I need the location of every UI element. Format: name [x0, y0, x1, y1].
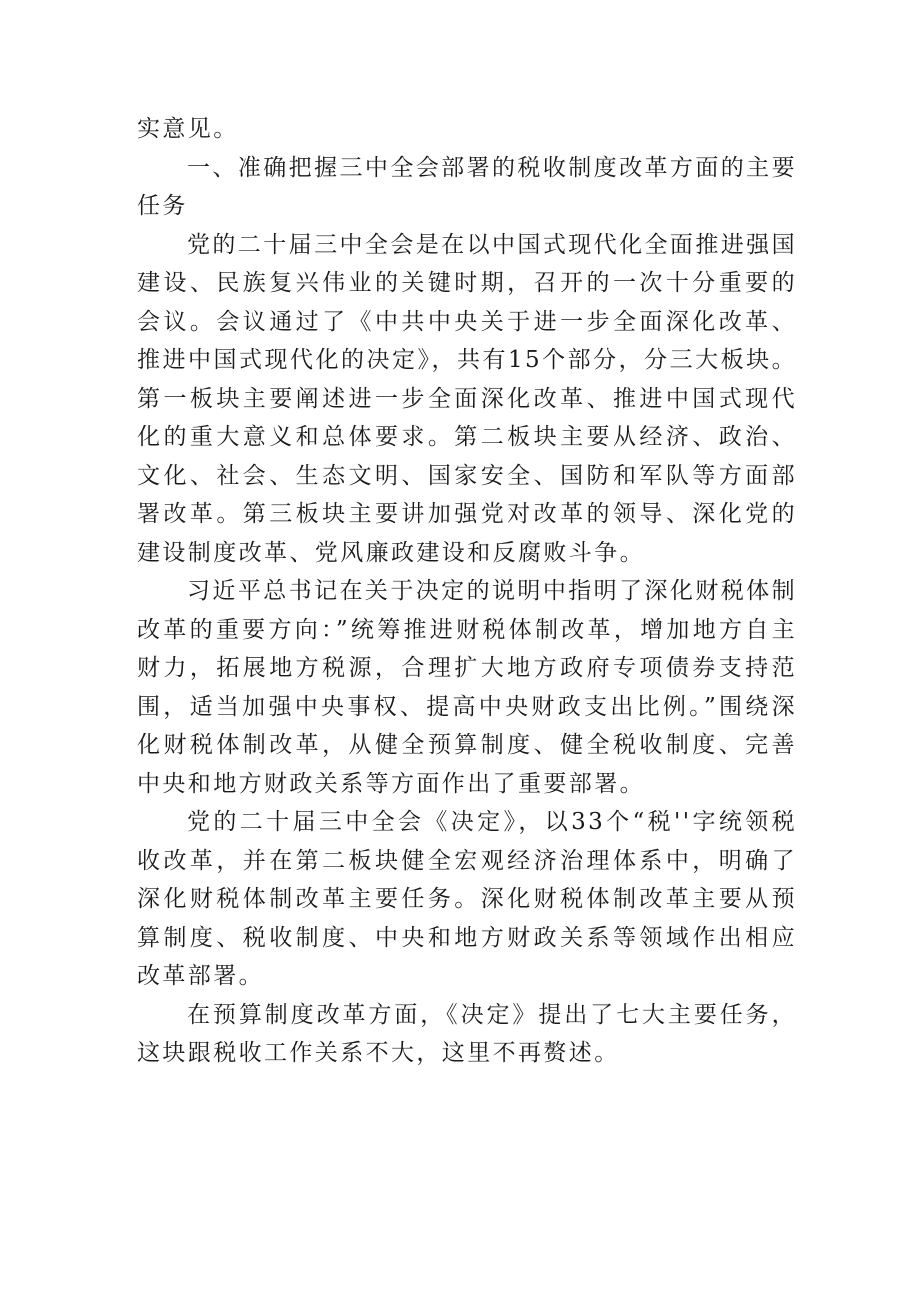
paragraph: 习近平总书记在关于决定的说明中指明了深化财税体制改革的重要方向：”统筹推进财税体制改革，增加地方自主财力，拓展地方税源，合理扩大地方政府专项债券支持范围，适当加强中央事权、提高中央财政支出比例。”围绕深化财税体制改革，从健全预算制度、健全税收制度、完善中央和地方财政关系等方面作出了重要部署。	[137, 578, 797, 797]
paragraph: 在预算制度改革方面，《决定》提出了七大主要任务，这块跟税收工作关系不大，这里不再赘述。	[137, 1001, 797, 1066]
paragraph: 党的二十届三中全会是在以中国式现代化全面推进强国建设、民族复兴伟业的关键时期，召开的一次十分重要的会议。会议通过了《中共中央关于进一步全面深化改革、推进中国式现代化的决定》，共有15个部分，分三大板块。第一板块主要阐述进一步全面深化改革、推进中国式现代化的重大意义和总体要求。第二板块主要从经济、政治、文化、社会、生态文明、国家安全、国防和军队等方面部署改革。第三板块主要讲加强党对改革的领导、深化党的建设制度改革、党风廉政建设和反腐败斗争。	[137, 231, 797, 566]
paragraph-continuation: 实意见。	[137, 116, 239, 142]
document-body	[137, 110, 797, 1073]
section-heading: 一、准确把握三中全会部署的税收制度改革方面的主要任务	[137, 154, 797, 219]
paragraph: 党的二十届三中全会《决定》，以33个“税''字统领税收改革，并在第二板块健全宏观经济治理体系中，明确了深化财税体制改革主要任务。深化财税体制改革主要从预算制度、税收制度、中央和地方财政关系等领域作出相应改革部署。	[137, 809, 797, 989]
